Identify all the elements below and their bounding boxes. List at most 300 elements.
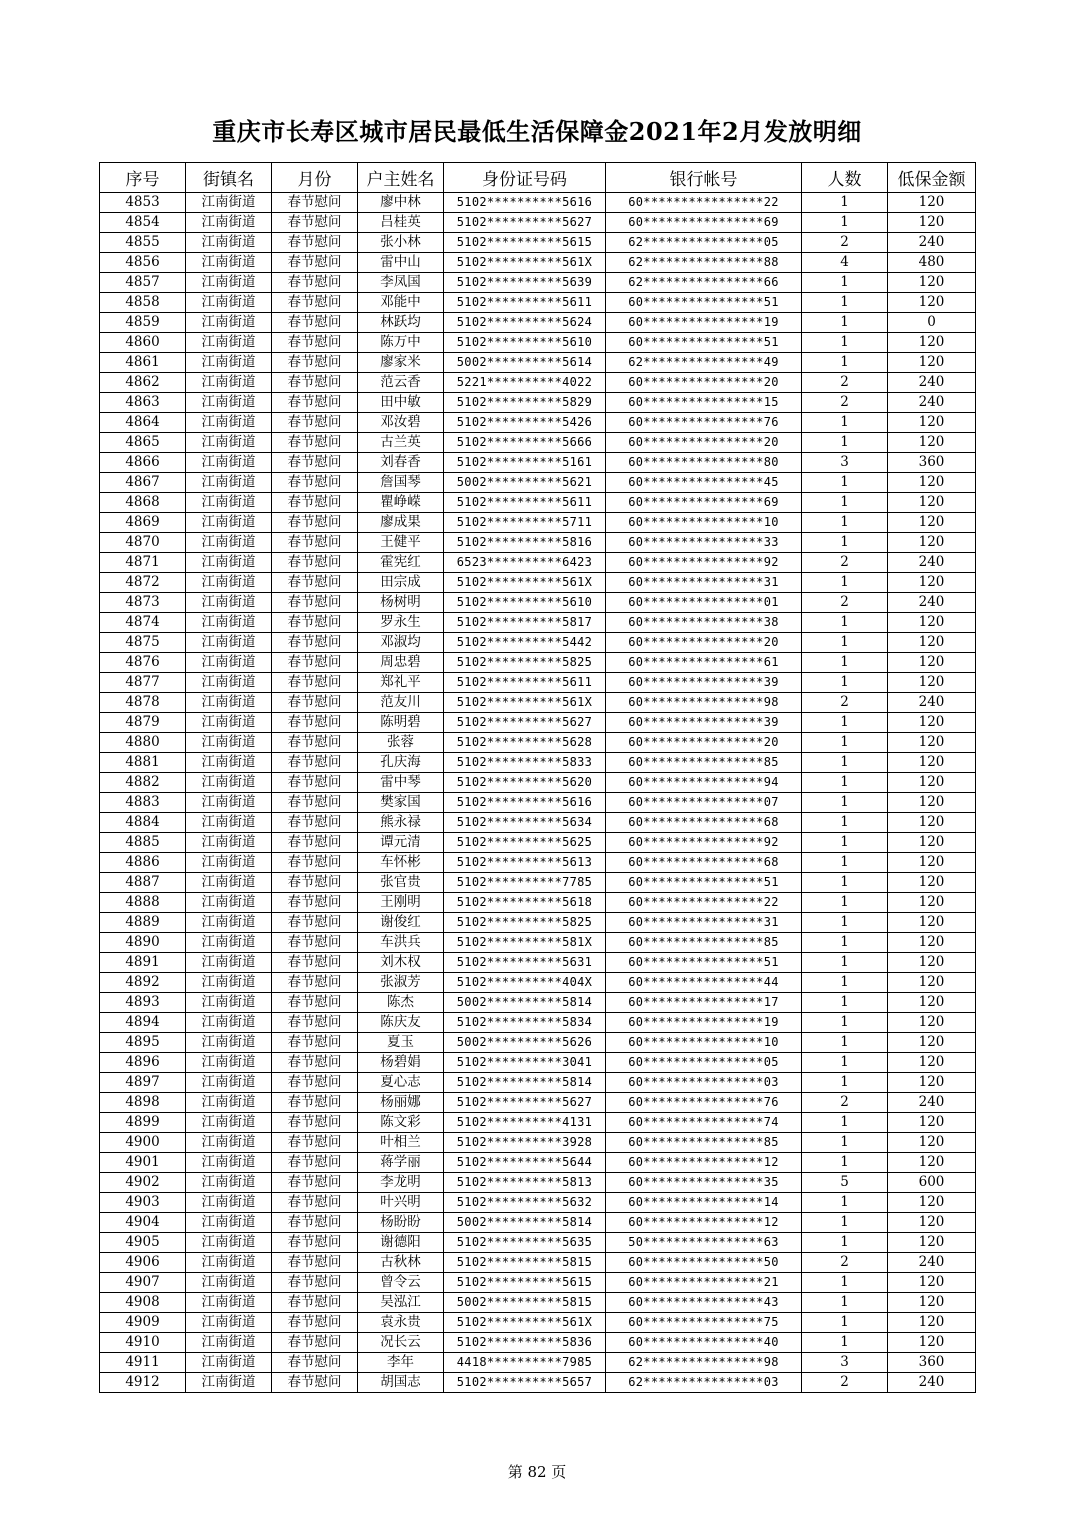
cell-id-number: 5102**********5611 xyxy=(444,493,606,513)
cell-month: 春节慰问 xyxy=(272,833,358,853)
cell-people-count: 1 xyxy=(802,713,888,733)
cell-id-number: 5102**********5816 xyxy=(444,533,606,553)
table-row xyxy=(100,293,976,313)
cell-index: 4864 xyxy=(100,413,186,433)
cell-amount: 120 xyxy=(888,793,976,813)
cell-householder: 张淑芳 xyxy=(358,973,444,993)
cell-id-number: 5102**********5711 xyxy=(444,513,606,533)
cell-index: 4862 xyxy=(100,373,186,393)
cell-month: 春节慰问 xyxy=(272,293,358,313)
cell-bank-account: 60****************85 xyxy=(606,933,802,953)
cell-index: 4883 xyxy=(100,793,186,813)
cell-householder: 陈文彩 xyxy=(358,1113,444,1133)
cell-amount: 0 xyxy=(888,313,976,333)
cell-month: 春节慰问 xyxy=(272,493,358,513)
cell-bank-account: 60****************51 xyxy=(606,873,802,893)
cell-bank-account: 60****************92 xyxy=(606,553,802,573)
cell-id-number: 5102**********5627 xyxy=(444,213,606,233)
table-row xyxy=(100,333,976,353)
cell-month: 春节慰问 xyxy=(272,633,358,653)
cell-bank-account: 60****************20 xyxy=(606,633,802,653)
cell-bank-account: 62****************05 xyxy=(606,233,802,253)
cell-people-count: 1 xyxy=(802,473,888,493)
cell-bank-account: 60****************40 xyxy=(606,1333,802,1353)
cell-bank-account: 62****************98 xyxy=(606,1353,802,1373)
cell-people-count: 2 xyxy=(802,373,888,393)
table-row xyxy=(100,533,976,553)
table-row xyxy=(100,733,976,753)
cell-street: 江南街道 xyxy=(186,893,272,913)
cell-householder: 罗永生 xyxy=(358,613,444,633)
cell-people-count: 1 xyxy=(802,1153,888,1173)
cell-amount: 120 xyxy=(888,673,976,693)
cell-street: 江南街道 xyxy=(186,1073,272,1093)
cell-people-count: 1 xyxy=(802,893,888,913)
cell-index: 4892 xyxy=(100,973,186,993)
cell-amount: 120 xyxy=(888,353,976,373)
cell-people-count: 1 xyxy=(802,733,888,753)
cell-amount: 120 xyxy=(888,413,976,433)
cell-amount: 360 xyxy=(888,453,976,473)
cell-bank-account: 60****************69 xyxy=(606,213,802,233)
cell-people-count: 1 xyxy=(802,353,888,373)
cell-street: 江南街道 xyxy=(186,533,272,553)
cell-month: 春节慰问 xyxy=(272,513,358,533)
cell-index: 4878 xyxy=(100,693,186,713)
cell-bank-account: 60****************76 xyxy=(606,1093,802,1113)
cell-amount: 120 xyxy=(888,1293,976,1313)
cell-amount: 480 xyxy=(888,253,976,273)
cell-householder: 谭元清 xyxy=(358,833,444,853)
header-id-number: 身份证号码 xyxy=(444,163,606,193)
table-row xyxy=(100,313,976,333)
cell-index: 4890 xyxy=(100,933,186,953)
cell-id-number: 5102**********5616 xyxy=(444,793,606,813)
cell-month: 春节慰问 xyxy=(272,793,358,813)
cell-month: 春节慰问 xyxy=(272,1033,358,1053)
cell-householder: 况长云 xyxy=(358,1333,444,1353)
cell-month: 春节慰问 xyxy=(272,693,358,713)
cell-index: 4855 xyxy=(100,233,186,253)
cell-month: 春节慰问 xyxy=(272,1193,358,1213)
cell-index: 4870 xyxy=(100,533,186,553)
cell-amount: 120 xyxy=(888,953,976,973)
cell-street: 江南街道 xyxy=(186,653,272,673)
cell-month: 春节慰问 xyxy=(272,533,358,553)
cell-bank-account: 60****************14 xyxy=(606,1193,802,1213)
cell-bank-account: 62****************03 xyxy=(606,1373,802,1393)
cell-id-number: 5102**********5635 xyxy=(444,1233,606,1253)
cell-month: 春节慰问 xyxy=(272,373,358,393)
cell-people-count: 1 xyxy=(802,793,888,813)
header-street: 街镇名 xyxy=(186,163,272,193)
cell-bank-account: 60****************31 xyxy=(606,913,802,933)
cell-month: 春节慰问 xyxy=(272,653,358,673)
cell-householder: 李年 xyxy=(358,1353,444,1373)
cell-index: 4894 xyxy=(100,1013,186,1033)
cell-id-number: 5002**********5814 xyxy=(444,993,606,1013)
cell-bank-account: 60****************12 xyxy=(606,1153,802,1173)
cell-index: 4903 xyxy=(100,1193,186,1213)
cell-id-number: 5102**********404X xyxy=(444,973,606,993)
cell-bank-account: 60****************39 xyxy=(606,673,802,693)
cell-index: 4907 xyxy=(100,1273,186,1293)
table-row xyxy=(100,1093,976,1113)
payment-table xyxy=(99,162,976,1393)
table-row xyxy=(100,1353,976,1373)
cell-people-count: 1 xyxy=(802,813,888,833)
cell-index: 4854 xyxy=(100,213,186,233)
cell-bank-account: 60****************98 xyxy=(606,693,802,713)
cell-householder: 郑礼平 xyxy=(358,673,444,693)
cell-amount: 240 xyxy=(888,1373,976,1393)
cell-street: 江南街道 xyxy=(186,1293,272,1313)
cell-householder: 王健平 xyxy=(358,533,444,553)
cell-bank-account: 60****************44 xyxy=(606,973,802,993)
cell-street: 江南街道 xyxy=(186,793,272,813)
cell-id-number: 5102**********5627 xyxy=(444,713,606,733)
cell-month: 春节慰问 xyxy=(272,273,358,293)
cell-month: 春节慰问 xyxy=(272,1233,358,1253)
cell-householder: 邓汝碧 xyxy=(358,413,444,433)
cell-amount: 120 xyxy=(888,433,976,453)
cell-amount: 120 xyxy=(888,473,976,493)
cell-id-number: 5102**********5632 xyxy=(444,1193,606,1213)
table-row xyxy=(100,833,976,853)
cell-street: 江南街道 xyxy=(186,733,272,753)
cell-street: 江南街道 xyxy=(186,373,272,393)
table-row xyxy=(100,1233,976,1253)
cell-month: 春节慰问 xyxy=(272,813,358,833)
cell-householder: 刘木权 xyxy=(358,953,444,973)
cell-bank-account: 60****************68 xyxy=(606,853,802,873)
cell-amount: 120 xyxy=(888,1133,976,1153)
table-row xyxy=(100,713,976,733)
cell-month: 春节慰问 xyxy=(272,1273,358,1293)
cell-people-count: 1 xyxy=(802,293,888,313)
table-row xyxy=(100,1033,976,1053)
cell-street: 江南街道 xyxy=(186,413,272,433)
cell-month: 春节慰问 xyxy=(272,1073,358,1093)
cell-id-number: 5102**********561X xyxy=(444,693,606,713)
cell-people-count: 1 xyxy=(802,613,888,633)
cell-id-number: 5102**********5625 xyxy=(444,833,606,853)
cell-bank-account: 60****************69 xyxy=(606,493,802,513)
cell-bank-account: 60****************10 xyxy=(606,1033,802,1053)
cell-people-count: 1 xyxy=(802,993,888,1013)
cell-month: 春节慰问 xyxy=(272,913,358,933)
cell-id-number: 5102**********3041 xyxy=(444,1053,606,1073)
cell-month: 春节慰问 xyxy=(272,1253,358,1273)
table-row xyxy=(100,1053,976,1073)
cell-bank-account: 60****************12 xyxy=(606,1213,802,1233)
cell-id-number: 5102**********3928 xyxy=(444,1133,606,1153)
cell-index: 4879 xyxy=(100,713,186,733)
cell-amount: 120 xyxy=(888,1213,976,1233)
cell-month: 春节慰问 xyxy=(272,893,358,913)
cell-householder: 曾令云 xyxy=(358,1273,444,1293)
cell-people-count: 1 xyxy=(802,213,888,233)
cell-amount: 120 xyxy=(888,1333,976,1353)
table-row xyxy=(100,613,976,633)
cell-householder: 樊家国 xyxy=(358,793,444,813)
cell-month: 春节慰问 xyxy=(272,1093,358,1113)
cell-householder: 邓能中 xyxy=(358,293,444,313)
cell-street: 江南街道 xyxy=(186,333,272,353)
cell-index: 4857 xyxy=(100,273,186,293)
cell-householder: 张官贵 xyxy=(358,873,444,893)
cell-index: 4867 xyxy=(100,473,186,493)
table-row xyxy=(100,1373,976,1393)
cell-bank-account: 62****************49 xyxy=(606,353,802,373)
cell-people-count: 1 xyxy=(802,513,888,533)
cell-index: 4886 xyxy=(100,853,186,873)
cell-householder: 孔庆海 xyxy=(358,753,444,773)
cell-householder: 车洪兵 xyxy=(358,933,444,953)
table-row xyxy=(100,793,976,813)
cell-householder: 田宗成 xyxy=(358,573,444,593)
cell-street: 江南街道 xyxy=(186,453,272,473)
cell-month: 春节慰问 xyxy=(272,433,358,453)
cell-street: 江南街道 xyxy=(186,1273,272,1293)
header-householder: 户主姓名 xyxy=(358,163,444,193)
cell-householder: 张小林 xyxy=(358,233,444,253)
cell-people-count: 2 xyxy=(802,1253,888,1273)
cell-bank-account: 60****************19 xyxy=(606,313,802,333)
cell-street: 江南街道 xyxy=(186,1253,272,1273)
cell-month: 春节慰问 xyxy=(272,733,358,753)
cell-amount: 120 xyxy=(888,1053,976,1073)
cell-street: 江南街道 xyxy=(186,1093,272,1113)
cell-people-count: 1 xyxy=(802,1273,888,1293)
cell-people-count: 1 xyxy=(802,653,888,673)
cell-people-count: 1 xyxy=(802,1073,888,1093)
cell-householder: 古兰英 xyxy=(358,433,444,453)
cell-amount: 240 xyxy=(888,553,976,573)
cell-month: 春节慰问 xyxy=(272,1013,358,1033)
cell-month: 春节慰问 xyxy=(272,1173,358,1193)
cell-householder: 陈庆友 xyxy=(358,1013,444,1033)
table-row xyxy=(100,1333,976,1353)
cell-people-count: 2 xyxy=(802,393,888,413)
cell-bank-account: 60****************51 xyxy=(606,333,802,353)
cell-amount: 120 xyxy=(888,913,976,933)
cell-householder: 车怀彬 xyxy=(358,853,444,873)
cell-id-number: 5102**********5628 xyxy=(444,733,606,753)
cell-people-count: 1 xyxy=(802,1113,888,1133)
cell-householder: 袁永贵 xyxy=(358,1313,444,1333)
cell-month: 春节慰问 xyxy=(272,313,358,333)
cell-householder: 杨丽娜 xyxy=(358,1093,444,1113)
cell-bank-account: 60****************17 xyxy=(606,993,802,1013)
cell-people-count: 1 xyxy=(802,273,888,293)
cell-index: 4905 xyxy=(100,1233,186,1253)
cell-bank-account: 60****************19 xyxy=(606,1013,802,1033)
cell-id-number: 5102**********5610 xyxy=(444,593,606,613)
cell-id-number: 5102**********5834 xyxy=(444,1013,606,1033)
cell-id-number: 5102**********561X xyxy=(444,1313,606,1333)
cell-month: 春节慰问 xyxy=(272,753,358,773)
cell-index: 4900 xyxy=(100,1133,186,1153)
cell-bank-account: 60****************22 xyxy=(606,193,802,213)
cell-month: 春节慰问 xyxy=(272,593,358,613)
cell-amount: 240 xyxy=(888,373,976,393)
cell-amount: 120 xyxy=(888,193,976,213)
cell-street: 江南街道 xyxy=(186,513,272,533)
cell-bank-account: 60****************38 xyxy=(606,613,802,633)
cell-month: 春节慰问 xyxy=(272,1353,358,1373)
table-row xyxy=(100,973,976,993)
cell-index: 4901 xyxy=(100,1153,186,1173)
cell-month: 春节慰问 xyxy=(272,413,358,433)
cell-street: 江南街道 xyxy=(186,1353,272,1373)
cell-index: 4860 xyxy=(100,333,186,353)
cell-index: 4893 xyxy=(100,993,186,1013)
cell-householder: 李凤国 xyxy=(358,273,444,293)
cell-amount: 120 xyxy=(888,1153,976,1173)
cell-people-count: 1 xyxy=(802,1313,888,1333)
cell-id-number: 5102**********5814 xyxy=(444,1073,606,1093)
cell-bank-account: 60****************51 xyxy=(606,293,802,313)
cell-month: 春节慰问 xyxy=(272,673,358,693)
table-row xyxy=(100,553,976,573)
cell-street: 江南街道 xyxy=(186,1113,272,1133)
table-row xyxy=(100,1193,976,1213)
cell-householder: 王刚明 xyxy=(358,893,444,913)
cell-householder: 雷中琴 xyxy=(358,773,444,793)
cell-street: 江南街道 xyxy=(186,593,272,613)
cell-index: 4902 xyxy=(100,1173,186,1193)
cell-street: 江南街道 xyxy=(186,193,272,213)
cell-street: 江南街道 xyxy=(186,1333,272,1353)
cell-index: 4859 xyxy=(100,313,186,333)
cell-id-number: 5102**********7785 xyxy=(444,873,606,893)
cell-bank-account: 62****************66 xyxy=(606,273,802,293)
cell-amount: 120 xyxy=(888,213,976,233)
cell-month: 春节慰问 xyxy=(272,1153,358,1173)
cell-id-number: 5102**********5611 xyxy=(444,673,606,693)
cell-id-number: 5102**********5615 xyxy=(444,1273,606,1293)
cell-month: 春节慰问 xyxy=(272,393,358,413)
table-row xyxy=(100,473,976,493)
cell-index: 4881 xyxy=(100,753,186,773)
cell-street: 江南街道 xyxy=(186,1193,272,1213)
table-row xyxy=(100,413,976,433)
cell-bank-account: 60****************22 xyxy=(606,893,802,913)
cell-amount: 240 xyxy=(888,1253,976,1273)
cell-id-number: 5102**********5825 xyxy=(444,913,606,933)
cell-bank-account: 62****************88 xyxy=(606,253,802,273)
cell-street: 江南街道 xyxy=(186,433,272,453)
table-row xyxy=(100,393,976,413)
cell-id-number: 5102**********5666 xyxy=(444,433,606,453)
cell-index: 4875 xyxy=(100,633,186,653)
cell-amount: 120 xyxy=(888,813,976,833)
cell-month: 春节慰问 xyxy=(272,933,358,953)
cell-index: 4910 xyxy=(100,1333,186,1353)
cell-index: 4872 xyxy=(100,573,186,593)
cell-street: 江南街道 xyxy=(186,873,272,893)
cell-index: 4874 xyxy=(100,613,186,633)
table-row xyxy=(100,893,976,913)
cell-amount: 600 xyxy=(888,1173,976,1193)
cell-people-count: 1 xyxy=(802,433,888,453)
cell-householder: 刘春香 xyxy=(358,453,444,473)
cell-people-count: 1 xyxy=(802,1293,888,1313)
cell-bank-account: 60****************51 xyxy=(606,953,802,973)
cell-street: 江南街道 xyxy=(186,1313,272,1333)
cell-id-number: 5102**********5620 xyxy=(444,773,606,793)
cell-bank-account: 60****************76 xyxy=(606,413,802,433)
cell-bank-account: 60****************50 xyxy=(606,1253,802,1273)
cell-bank-account: 60****************94 xyxy=(606,773,802,793)
cell-bank-account: 60****************39 xyxy=(606,713,802,733)
page-number: 第 82 页 xyxy=(507,1463,567,1481)
cell-index: 4871 xyxy=(100,553,186,573)
cell-index: 4858 xyxy=(100,293,186,313)
cell-bank-account: 60****************20 xyxy=(606,433,802,453)
cell-index: 4911 xyxy=(100,1353,186,1373)
cell-month: 春节慰问 xyxy=(272,1133,358,1153)
cell-amount: 120 xyxy=(888,293,976,313)
cell-id-number: 6523**********6423 xyxy=(444,553,606,573)
cell-month: 春节慰问 xyxy=(272,453,358,473)
cell-householder: 林跃均 xyxy=(358,313,444,333)
cell-amount: 240 xyxy=(888,593,976,613)
cell-index: 4853 xyxy=(100,193,186,213)
table-row xyxy=(100,1113,976,1133)
cell-householder: 霍宪红 xyxy=(358,553,444,573)
header-bank-account: 银行帐号 xyxy=(606,163,802,193)
cell-householder: 周忠碧 xyxy=(358,653,444,673)
cell-street: 江南街道 xyxy=(186,813,272,833)
cell-street: 江南街道 xyxy=(186,1213,272,1233)
cell-householder: 廖成果 xyxy=(358,513,444,533)
cell-index: 4904 xyxy=(100,1213,186,1233)
cell-street: 江南街道 xyxy=(186,1153,272,1173)
cell-index: 4876 xyxy=(100,653,186,673)
cell-people-count: 1 xyxy=(802,773,888,793)
table-row xyxy=(100,1153,976,1173)
cell-id-number: 5102**********581X xyxy=(444,933,606,953)
cell-index: 4909 xyxy=(100,1313,186,1333)
table-row xyxy=(100,913,976,933)
table-row xyxy=(100,193,976,213)
cell-people-count: 1 xyxy=(802,873,888,893)
cell-amount: 120 xyxy=(888,933,976,953)
cell-id-number: 5102**********5836 xyxy=(444,1333,606,1353)
cell-index: 4908 xyxy=(100,1293,186,1313)
cell-people-count: 1 xyxy=(802,833,888,853)
cell-people-count: 1 xyxy=(802,1193,888,1213)
table-row xyxy=(100,633,976,653)
cell-householder: 吕桂英 xyxy=(358,213,444,233)
cell-people-count: 1 xyxy=(802,633,888,653)
cell-month: 春节慰问 xyxy=(272,853,358,873)
cell-bank-account: 60****************31 xyxy=(606,573,802,593)
cell-people-count: 1 xyxy=(802,193,888,213)
cell-street: 江南街道 xyxy=(186,1053,272,1073)
cell-month: 春节慰问 xyxy=(272,993,358,1013)
cell-street: 江南街道 xyxy=(186,633,272,653)
cell-index: 4889 xyxy=(100,913,186,933)
cell-month: 春节慰问 xyxy=(272,713,358,733)
cell-bank-account: 60****************20 xyxy=(606,733,802,753)
cell-id-number: 5102**********5813 xyxy=(444,1173,606,1193)
cell-id-number: 5102**********5817 xyxy=(444,613,606,633)
cell-street: 江南街道 xyxy=(186,493,272,513)
cell-bank-account: 60****************80 xyxy=(606,453,802,473)
